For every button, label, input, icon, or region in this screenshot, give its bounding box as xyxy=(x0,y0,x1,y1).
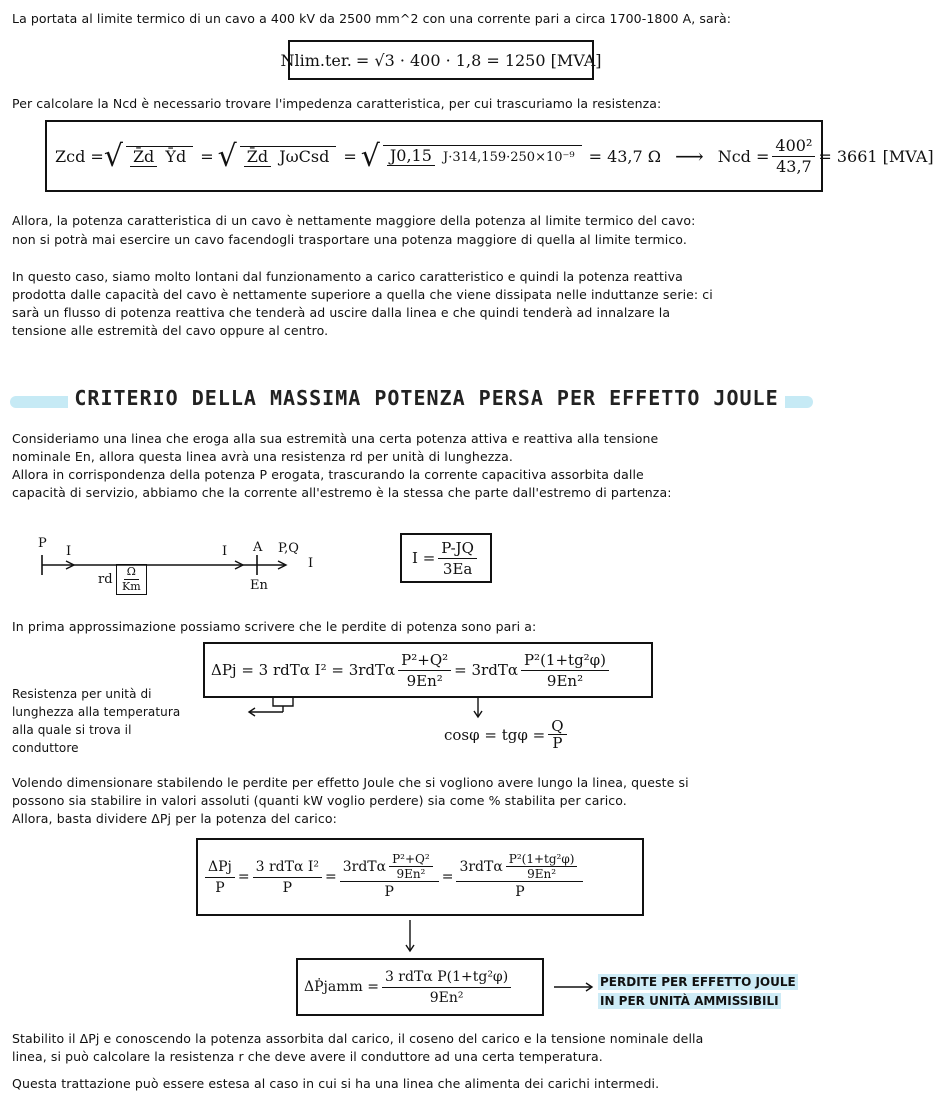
ratio-f0-den: P xyxy=(215,879,225,896)
down-arrow-to-cos xyxy=(470,698,486,720)
p4-line-3: sarà un flusso di potenza reattiva che tenderà ad uscire dalla linea e che quindi tenderà ad innalzare la xyxy=(12,305,671,320)
amm-num: 3 rdTα P(1+tg²φ) xyxy=(382,967,511,988)
diagram-label-pq: P,Q xyxy=(278,541,299,556)
cos-fraction xyxy=(548,718,566,751)
note-pointer-arrow xyxy=(245,696,305,718)
ratio-fraction-2 xyxy=(340,852,439,902)
p6-text: In prima approssimazione possiamo scrivere che le perdite di potenza sono pari a: xyxy=(12,619,537,634)
ratio-f0-num: ΔPj xyxy=(205,857,235,878)
p5-line-2: nominale En, allora questa linea avrà una resistenza rd per unità di lunghezza. xyxy=(12,449,513,464)
diagram-unit-bracket xyxy=(116,564,147,595)
ncd-fraction xyxy=(772,136,815,177)
zcd-f3-den: J·314,159·250×10⁻⁹ xyxy=(443,149,575,165)
joule-loss-equation-box xyxy=(203,642,653,698)
zcd-fraction-1 xyxy=(126,146,193,167)
amm-den: 9En² xyxy=(429,989,464,1006)
thermal-limit-equation-box xyxy=(280,40,602,80)
relative-loss-equation-box: $\frac{\text{ΔPj}}{P}$ = $\frac{\text{3 rdTα I²}}{P}$ = 3rdTα $\frac{\text{P²+Q²}}{\text{9En²}}$ P = 3rdTα $\frac{\text{P²(1+tg²φ)}}{\text{9En²}}$ P xyxy=(196,838,644,916)
p3-line-1: Allora, la potenza caratteristica di un cavo è nettamente maggiore della potenza al limite termico del cavo: xyxy=(12,213,696,228)
diagram-label-a: A xyxy=(253,540,263,555)
arrow-right-to-label xyxy=(552,980,596,994)
zcd-fraction-3 xyxy=(383,145,582,168)
cos-tg-equation xyxy=(444,718,570,751)
ratio-f2-num xyxy=(340,852,439,882)
arrow-right-icon: ⟶ xyxy=(675,144,704,168)
intro-text: La portata al limite termico di un cavo a 400 kV da 2500 mm^2 con una corrente pari a circa 1700-1800 A, sarà: xyxy=(12,11,732,26)
section-heading-text: CRITERIO DELLA MASSIMA POTENZA PERSA PER EFFETTO JOULE xyxy=(68,386,784,410)
ratio-f2-num-coef: 3rdTα xyxy=(342,858,387,875)
ratio-equals-3: = xyxy=(441,869,454,885)
p5-line-3: Allora in corrispondenza della potenza P erogata, trascurando la corrente capacitiva assorbita dalle xyxy=(12,467,644,482)
p7-line-3: Allora, basta dividere ΔPj per la potenza del carico: xyxy=(12,811,337,826)
dpj-lhs: ΔPj = 3 rdTα I² = 3rdTα xyxy=(211,661,396,679)
p4-line-4: tensione alle estremità del cavo oppure al centro. xyxy=(12,323,329,338)
p5-line-1: Consideriamo una linea che eroga alla sua estremità una certa potenza attiva e reattiva alla tensione xyxy=(12,431,659,446)
note-line-3: alla quale si trova il xyxy=(12,723,132,737)
note-line-4: conduttore xyxy=(12,741,79,755)
zcd-f1-num: Z̄d xyxy=(130,147,157,167)
ratio-f3-inner-num: P²(1+tg²φ) xyxy=(506,852,578,867)
diagram-label-en: En xyxy=(250,578,268,593)
zcd-lhs: Zcd = xyxy=(55,146,104,166)
ratio-equals-2: = xyxy=(325,869,337,885)
thermal-limit-lhs: Nlim.ter. xyxy=(280,50,352,70)
zcd-f2-num: Z̄d xyxy=(244,147,271,167)
current-equation-box xyxy=(400,533,492,583)
dpj-fraction-1 xyxy=(398,650,451,691)
sqrt-symbol: √ xyxy=(360,138,380,174)
ratio-f1-num: 3 rdTα I² xyxy=(253,857,322,878)
ncd-den: 43,7 xyxy=(776,156,812,176)
characteristic-impedance-equation-box: Zcd = √ Z̄d Ȳd = √ Z̄d JωCsd = √ J0,15 J·314,159·250×10⁻⁹ = 43,7 Ω ⟶ Ncd = $\frac{\text{400²}}{43,7}$ = 3661 [MVA] xyxy=(45,120,823,192)
ratio-f3-den: P xyxy=(515,884,525,900)
ratio-f3-num-coef: 3rdTα xyxy=(459,858,503,875)
p7-line-2: possono sia stabilire in valori assoluti (quanti kW voglio perdere) sia come % stabilita per carico. xyxy=(12,793,627,808)
zcd-fraction-2 xyxy=(240,146,337,167)
admissible-label-line-1: PERDITE PER EFFETTO JOULE xyxy=(600,975,796,989)
admissible-loss-equation-box xyxy=(296,958,544,1016)
zcd-f2-den: JωCsd xyxy=(279,146,330,166)
p8-line-2: linea, si può calcolare la resistenza r che deve avere il conduttore ad una certa temperatura. xyxy=(12,1049,603,1064)
unit-den: Km xyxy=(122,580,141,593)
ratio-fraction-0 xyxy=(205,857,235,898)
ratio-f2-inner-den: 9En² xyxy=(396,867,426,881)
section-heading xyxy=(0,386,853,410)
sqrt-symbol: √ xyxy=(103,138,123,174)
dpj-f2-num: P²(1+tg²φ) xyxy=(521,650,609,671)
diagram-label-i-start: I xyxy=(66,544,72,559)
dpj-f1-num: P²+Q² xyxy=(398,650,451,671)
dpj-mid: = 3rdTα xyxy=(454,661,518,679)
note-line-2: lunghezza alla temperatura xyxy=(12,705,181,719)
admissible-loss-label xyxy=(598,972,798,1010)
p4-line-1: In questo caso, siamo molto lontani dal funzionamento a carico caratteristico e quindi la potenza reattiva xyxy=(12,269,683,284)
ratio-f3-inner-den: 9En² xyxy=(527,867,557,881)
diagram-label-p: P xyxy=(38,536,47,551)
ratio-f3-num xyxy=(456,852,583,882)
dpj-f1-den: 9En² xyxy=(406,671,443,690)
ncd-result: = 3661 [MVA] xyxy=(818,146,934,166)
ratio-fraction-3 xyxy=(456,852,583,902)
p4-line-2: prodotta dalle capacità del cavo è nettamente superiore a quella che viene dissipata nelle induttanze serie: ci xyxy=(12,287,713,302)
down-arrow-to-admissible xyxy=(402,920,418,954)
p7-line-1: Volendo dimensionare stabilendo le perdite per effetto Joule che si vogliono avere lungo la linea, queste si xyxy=(12,775,689,790)
thermal-limit-rhs: = √3 · 400 · 1,8 = 1250 [MVA] xyxy=(355,50,602,70)
ratio-f1-den: P xyxy=(282,879,293,896)
unit-num: Ω xyxy=(124,565,139,580)
admissible-label-line-2: IN PER UNITÀ AMMISSIBILI xyxy=(600,994,779,1008)
amm-lhs: ΔṖjamm = xyxy=(304,979,379,995)
ratio-f2-den: P xyxy=(384,884,394,900)
p3-line-2: non si potrà mai esercire un cavo facendogli trasportare una potenza maggiore di quella al limite termico. xyxy=(12,232,687,247)
zcd-f3-num: J0,15 xyxy=(387,146,435,166)
cos-den: P xyxy=(552,734,563,752)
ratio-f2-inner-num: P²+Q² xyxy=(389,852,433,867)
zcd-f1-den: Ȳd xyxy=(165,146,187,166)
diagram-label-i-out: I xyxy=(308,556,314,571)
sqrt-symbol: √ xyxy=(217,138,237,174)
ncd-lhs: Ncd = xyxy=(717,146,770,166)
dpj-f2-den: 9En² xyxy=(546,671,584,690)
current-fraction xyxy=(438,538,477,579)
diagram-label-i-end: I xyxy=(222,544,228,559)
amm-fraction xyxy=(382,967,511,1008)
p5-line-4: capacità di servizio, abbiamo che la corrente all'estremo è la stessa che parte dall'estremo di partenza: xyxy=(12,485,672,500)
current-den: 3Ea xyxy=(442,559,473,578)
impedance-intro-text: Per calcolare la Ncd è necessario trovare l'impedenza caratteristica, per cui trascuriamo la resistenza: xyxy=(12,96,662,111)
cos-num: Q xyxy=(548,718,566,735)
cos-lhs: cosφ = tgφ = xyxy=(444,725,546,744)
ratio-fraction-1 xyxy=(253,857,322,898)
p8-line-1: Stabilito il ΔPj e conoscendo la potenza assorbita dal carico, il coseno del carico e la tensione nominale della xyxy=(12,1031,704,1046)
current-num: P-JQ xyxy=(438,538,477,559)
diagram-label-rd: rd xyxy=(98,572,113,587)
p9-text: Questa trattazione può essere estesa al caso in cui si ha una linea che alimenta dei carichi intermedi. xyxy=(12,1076,660,1091)
current-lhs: I = xyxy=(412,549,436,567)
dpj-fraction-2 xyxy=(521,650,609,691)
zcd-result: = 43,7 Ω xyxy=(588,146,662,166)
ncd-num: 400² xyxy=(772,136,815,157)
note-line-1: Resistenza per unità di xyxy=(12,687,152,701)
